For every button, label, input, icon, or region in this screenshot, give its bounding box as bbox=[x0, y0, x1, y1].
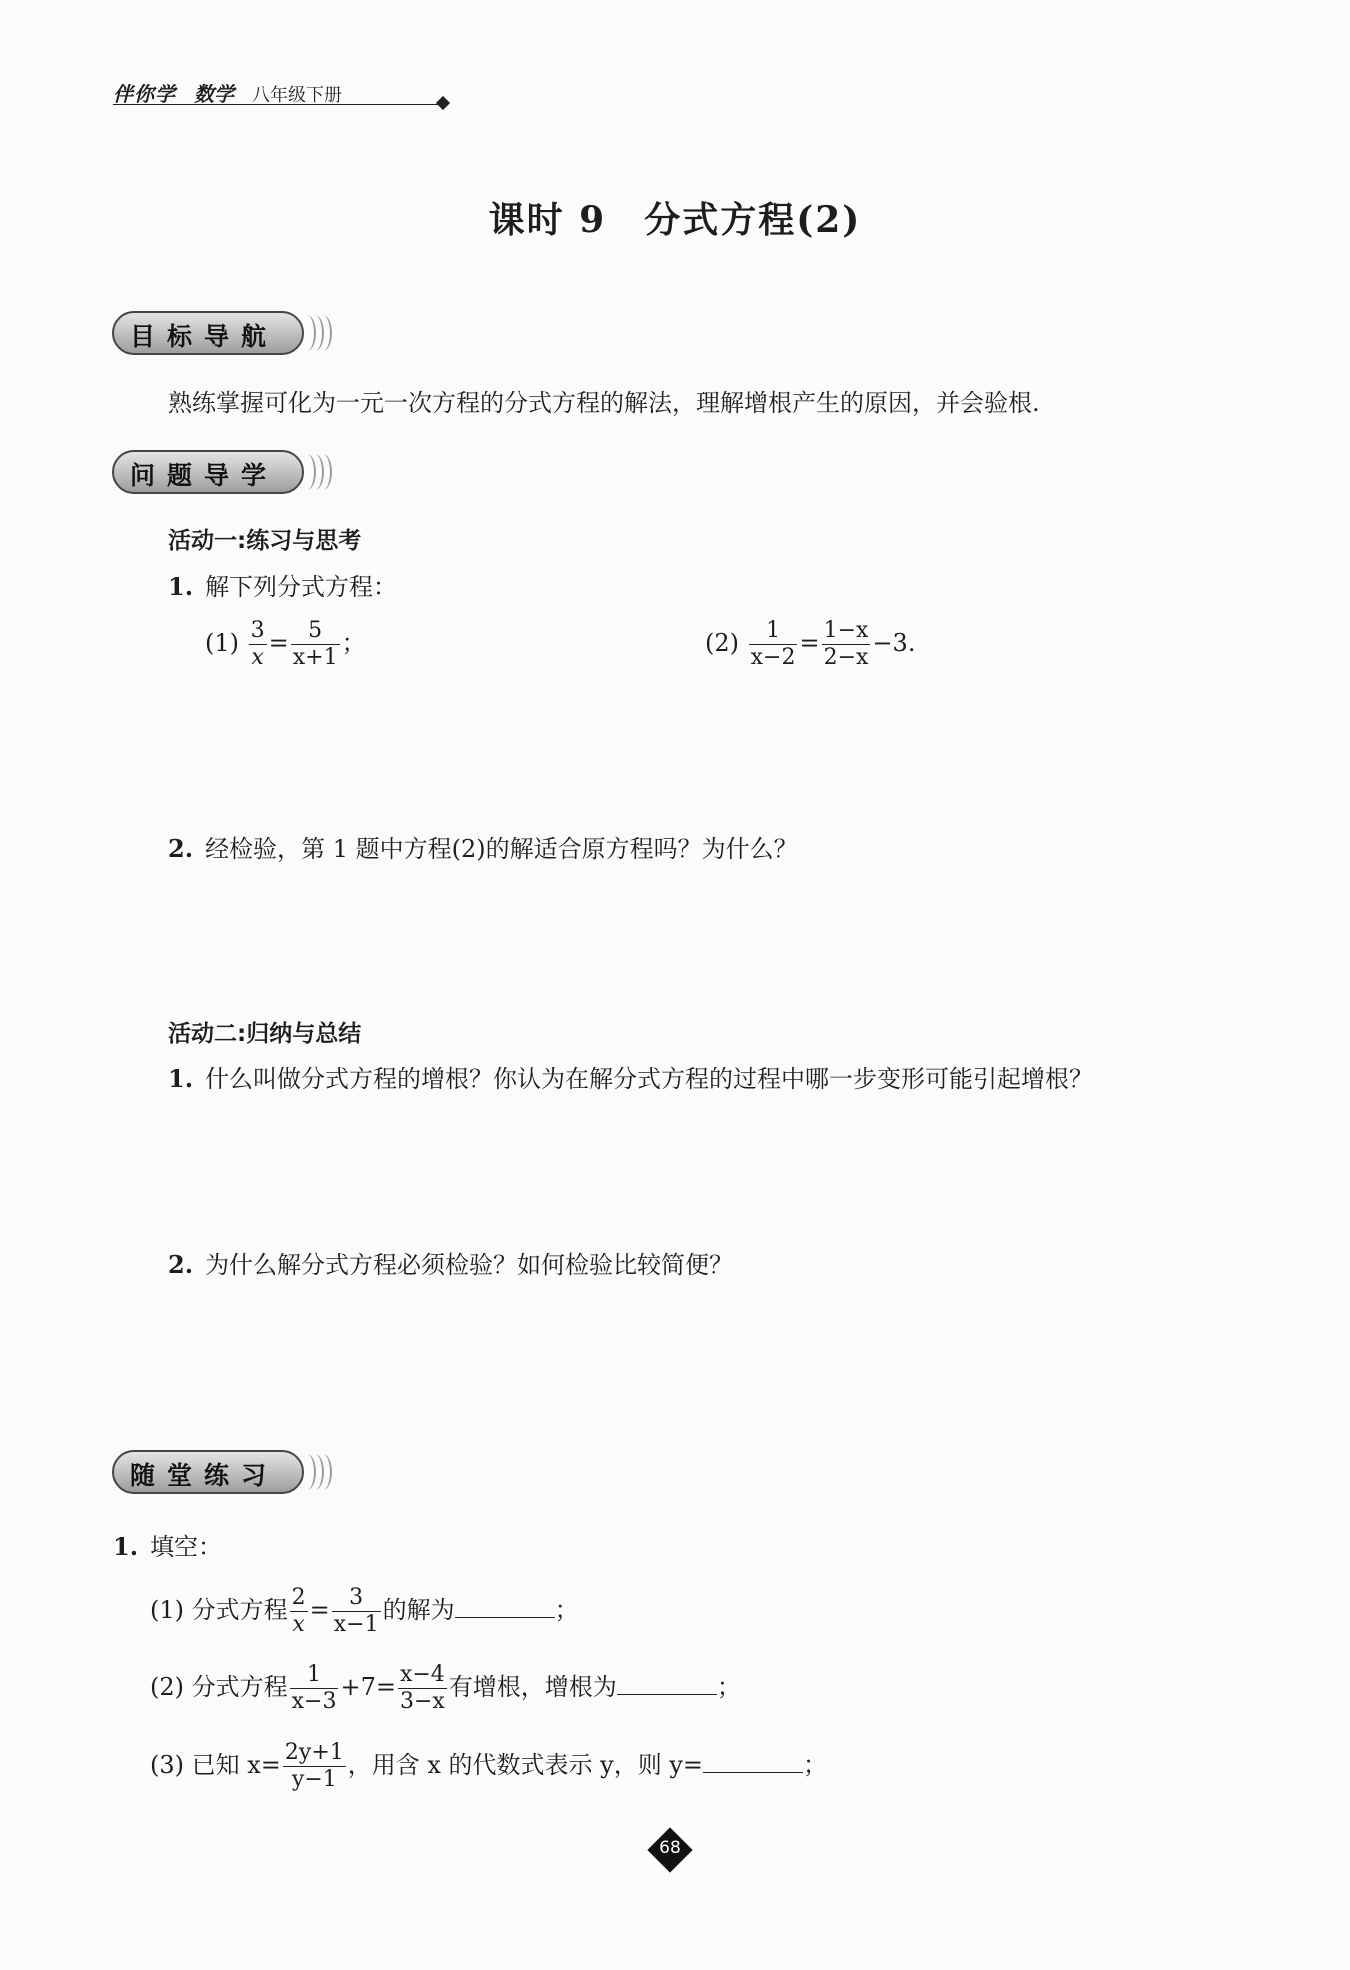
punctuation: ； bbox=[803, 1751, 828, 1779]
activity2-q2 bbox=[168, 1248, 733, 1282]
page-number-text: 68 bbox=[659, 1838, 681, 1858]
punctuation: −3. bbox=[872, 629, 916, 657]
question-number: 2. bbox=[168, 1250, 194, 1279]
answer-blank[interactable] bbox=[455, 1593, 555, 1618]
activity1-title: 活动一:练习与思考 bbox=[168, 528, 362, 554]
fraction: $\frac{x-4}{3-x}$ bbox=[399, 1662, 445, 1714]
fraction: $\frac{2y+1}{y-1}$ bbox=[284, 1740, 344, 1792]
lesson-title: 课时 9 分式方程(2) bbox=[488, 199, 862, 241]
punctuation: ； bbox=[554, 1596, 579, 1624]
eq-label: (1) bbox=[205, 629, 239, 657]
header-brand: 伴你学 bbox=[113, 82, 176, 106]
operator: +7= bbox=[340, 1673, 396, 1701]
eq-label: (2) bbox=[705, 629, 739, 657]
fraction: $\frac{3}{x}$ bbox=[250, 618, 265, 670]
section-badge-guide-label: 问题导学 bbox=[130, 461, 279, 490]
item-text: 有增根，增根为 bbox=[448, 1673, 617, 1701]
fraction: $\frac{2}{x}$ bbox=[291, 1585, 306, 1637]
question-text: 为什么解分式方程必须检验？如何检验比较简便？ bbox=[205, 1251, 734, 1279]
fraction: $\frac{3}{x-1}$ bbox=[333, 1585, 379, 1637]
activity1-eq2 bbox=[705, 618, 915, 671]
question-number: 2. bbox=[168, 834, 194, 863]
practice-item-3 bbox=[150, 1740, 827, 1793]
question-text: 什么叫做分式方程的增根？你认为在解分式方程的过程中哪一步变形可能引起增根？ bbox=[205, 1065, 1094, 1093]
practice-q1 bbox=[113, 1530, 222, 1564]
activity1-eq1 bbox=[205, 618, 366, 671]
section-badge-goal bbox=[112, 311, 332, 359]
question-text: 经检验，第 1 题中方程(2)的解适合原方程吗？为什么？ bbox=[205, 835, 798, 863]
fraction: $\frac{1}{x-2}$ bbox=[750, 618, 796, 670]
question-number: 1. bbox=[168, 572, 194, 601]
section-badge-practice-label: 随堂练习 bbox=[130, 1461, 279, 1490]
header-subject: 数学 bbox=[194, 82, 234, 106]
section-badge-goal-label: 目标导航 bbox=[130, 322, 279, 351]
practice-item-2 bbox=[150, 1662, 741, 1715]
activity2-q1 bbox=[168, 1062, 1093, 1096]
item-text: 的解为 bbox=[382, 1596, 455, 1624]
running-header bbox=[113, 78, 453, 110]
answer-blank[interactable] bbox=[703, 1748, 803, 1773]
question-number: 1. bbox=[168, 1064, 194, 1093]
activity1-q2 bbox=[168, 832, 798, 866]
practice-item-1 bbox=[150, 1585, 579, 1638]
equals-sign: = bbox=[268, 629, 289, 657]
goal-text: 熟练掌握可化为一元一次方程的分式方程的解法，理解增根产生的原因，并会验根. bbox=[168, 389, 1040, 417]
section-badge-practice bbox=[112, 1450, 332, 1498]
section-badge-guide bbox=[112, 450, 332, 498]
header-grade: 八年级下册 bbox=[252, 85, 342, 106]
item-label: (2) 分式方程 bbox=[150, 1673, 288, 1701]
header-rule bbox=[113, 104, 443, 105]
page-number bbox=[648, 1828, 692, 1872]
item-label: (3) 已知 x= bbox=[150, 1751, 281, 1779]
fraction: $\frac{1}{x-3}$ bbox=[291, 1662, 337, 1714]
question-number: 1. bbox=[113, 1532, 139, 1561]
item-label: (1) 分式方程 bbox=[150, 1596, 288, 1624]
equals-sign: = bbox=[799, 629, 820, 657]
fraction: $\frac{5}{x+1}$ bbox=[292, 618, 338, 670]
fraction: $\frac{1-x}{2-x}$ bbox=[823, 618, 869, 670]
punctuation: ； bbox=[341, 629, 366, 657]
equals-sign: = bbox=[309, 1596, 330, 1624]
punctuation: ； bbox=[716, 1673, 741, 1701]
activity1-q1 bbox=[168, 570, 397, 604]
item-text: ，用含 x 的代数式表示 y，则 y= bbox=[347, 1751, 704, 1779]
answer-blank[interactable] bbox=[617, 1670, 717, 1695]
question-text: 解下列分式方程： bbox=[205, 573, 398, 601]
question-text: 填空： bbox=[150, 1533, 223, 1561]
activity2-title: 活动二:归纳与总结 bbox=[168, 1021, 362, 1047]
